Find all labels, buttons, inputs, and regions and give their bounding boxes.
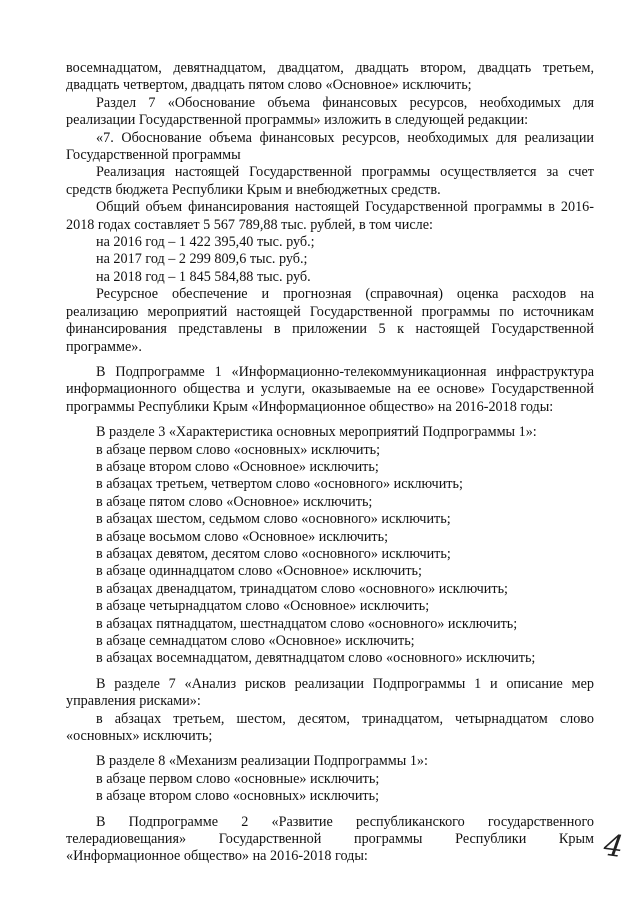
paragraph: Реализация настоящей Государственной программы осуществляется за счет средств бюджета Республики Крым и внебюджетных средств. xyxy=(66,164,594,198)
paragraph: в абзацах третьем, шестом, десятом, тринадцатом, четырнадцатом слово «основных» исключить; xyxy=(66,710,594,745)
paragraph: в абзаце втором слово «основных» исключить; xyxy=(96,788,380,805)
paragraph: в абзаце четырнадцатом слово «Основное» исключить; xyxy=(96,598,430,615)
paragraph: Общий объем финансирования настоящей Государственной программы в 2016-2018 годах составляет 5 567 789,88 тыс. рублей, в том числе: xyxy=(66,199,594,233)
paragraph: в абзаце первом слово «основных» исключить; xyxy=(96,441,381,458)
paragraph: в абзацах восемнадцатом, девятнадцатом слово «основного» исключить; xyxy=(96,650,536,667)
paragraph: В разделе 8 «Механизм реализации Подпрограммы 1»: xyxy=(96,753,428,770)
paragraph: в абзацах двенадцатом, тринадцатом слово «основного» исключить; xyxy=(96,580,508,597)
paragraph: Раздел 7 «Обоснование объема финансовых ресурсов, необходимых для реализации Государственной программы» изложить в следующей редакции: xyxy=(66,94,594,129)
paragraph: В разделе 7 «Анализ рисков реализации Подпрограммы 1 и описание мер управления рисками»: xyxy=(66,675,594,710)
handwritten-page-number: 4 xyxy=(601,827,626,866)
paragraph: «7. Обоснование объема финансовых ресурсов, необходимых для реализации Государственной программы xyxy=(66,129,594,164)
paragraph: в абзаце втором слово «Основное» исключить; xyxy=(96,458,379,475)
paragraph: В Подпрограмме 2 «Развитие республиканского государственного телерадиовещания» Государственной программы Республики Крым «Информационное общество» на 2016-2018 годы: xyxy=(66,813,594,865)
paragraph: в абзацах шестом, седьмом слово «основного» исключить; xyxy=(96,511,451,528)
paragraph: в абзацах третьем, четвертом слово «основного» исключить; xyxy=(96,476,463,493)
document-body xyxy=(66,60,594,866)
paragraph: в абзаце пятом слово «Основное» исключить; xyxy=(96,493,373,510)
paragraph: восемнадцатом, девятнадцатом, двадцатом, двадцать втором, двадцать третьем, двадцать четвертом, двадцать пятом слово «Основное» исключить; xyxy=(66,60,594,94)
paragraph: Ресурсное обеспечение и прогнозная (справочная) оценка расходов на реализацию мероприятий настоящей Государственной программы по источникам финансирования представлены в приложении 5 к настоящей Государственной программе». xyxy=(66,286,594,355)
paragraph: в абзаце первом слово «основные» исключить; xyxy=(96,770,380,787)
paragraph: на 2017 год – 2 299 809,6 тыс. руб.; xyxy=(96,251,308,268)
paragraph: В Подпрограмме 1 «Информационно-телекоммуникационная инфраструктура информационного общества и услуги, оказываемые на ее основе» Государственной программы Республики Крым «Информационное общество» на 2016-2018 годы: xyxy=(66,363,594,415)
paragraph: В разделе 3 «Характеристика основных мероприятий Подпрограммы 1»: xyxy=(96,424,537,441)
paragraph: на 2018 год – 1 845 584,88 тыс. руб. xyxy=(96,268,311,285)
paragraph: в абзацах девятом, десятом слово «основного» исключить; xyxy=(96,545,451,562)
paragraph: в абзаце восьмом слово «Основное» исключить; xyxy=(96,528,389,545)
paragraph: в абзаце одиннадцатом слово «Основное» исключить; xyxy=(96,563,422,580)
paragraph: в абзацах пятнадцатом, шестнадцатом слово «основного» исключить; xyxy=(96,615,518,632)
paragraph: на 2016 год – 1 422 395,40 тыс. руб.; xyxy=(96,234,315,251)
paragraph: в абзаце семнадцатом слово «Основное» исключить; xyxy=(96,633,415,649)
